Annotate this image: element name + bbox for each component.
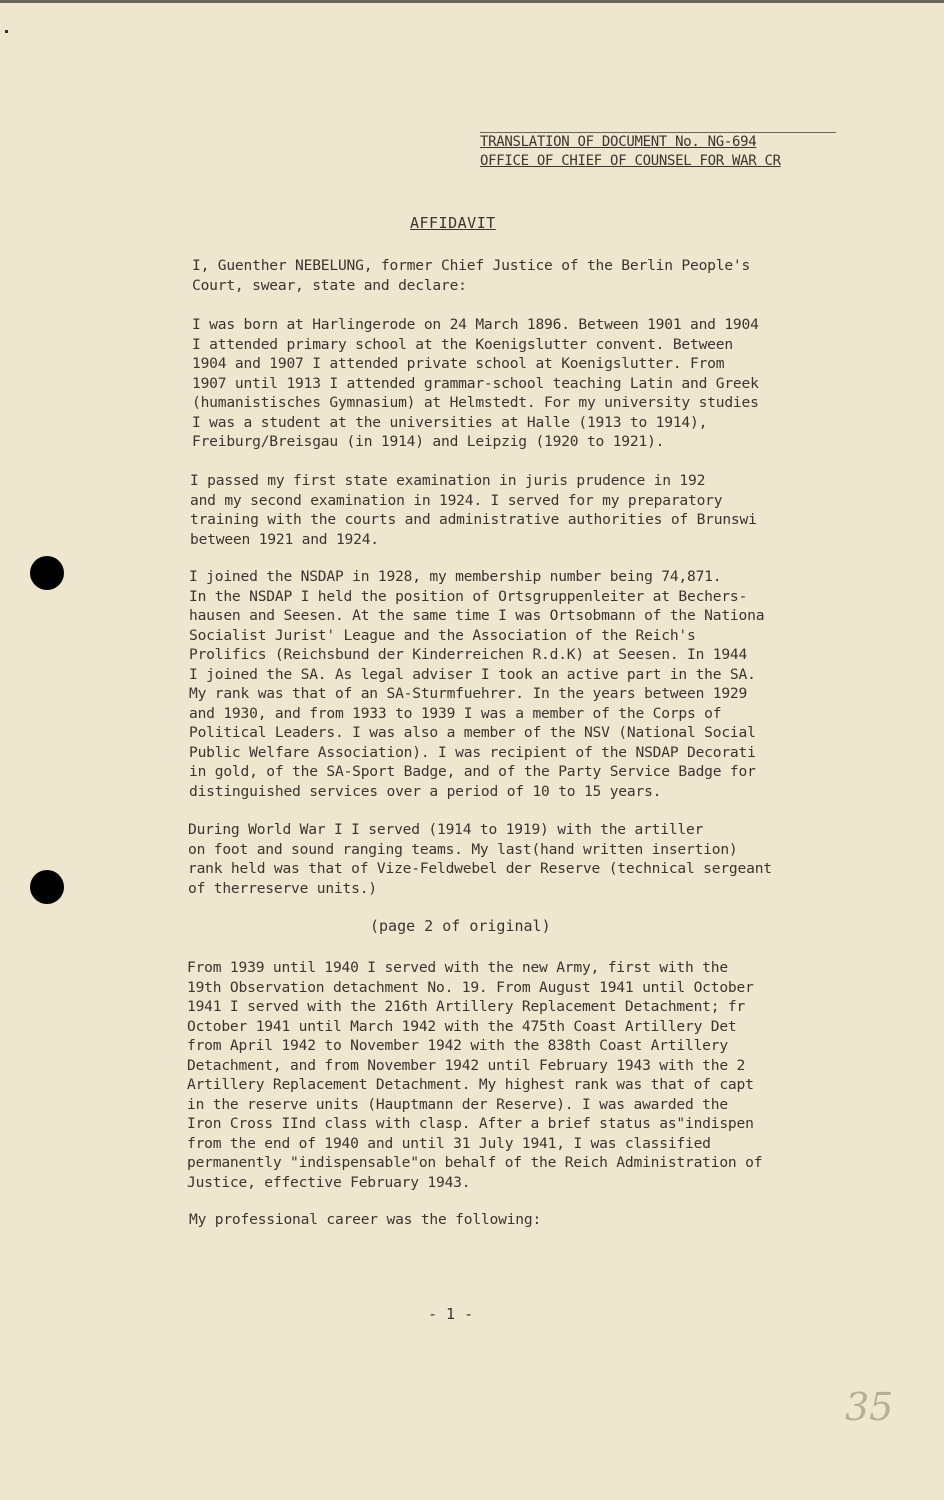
text-line: rank held was that of Vize-Feldwebel der Reserve (technical sergeant bbox=[188, 860, 772, 877]
text-line: Prolifics (Reichsbund der Kinderreichen R.d.K) at Seesen. In 1944 bbox=[189, 646, 748, 663]
text-line: I was a student at the universities at Halle (1913 to 1914), bbox=[192, 413, 708, 431]
document-header bbox=[480, 132, 836, 171]
text-line: 19th Observation detachment No. 19. From August 1941 until October bbox=[187, 978, 754, 996]
text-line: 1904 and 1907 I attended private school at Koenigslutter. From bbox=[192, 355, 725, 372]
punch-hole bbox=[30, 870, 64, 904]
text-line: from April 1942 to November 1942 with the 838th Coast Artillery bbox=[187, 1037, 728, 1054]
text-line: permanently "indispensable"on behalf of the Reich Administration of bbox=[187, 1154, 763, 1171]
text-line: I was born at Harlingerode on 24 March 1896. Between 1901 and 1904 bbox=[192, 316, 759, 333]
paragraph-career-intro bbox=[189, 1210, 541, 1230]
margin-mark bbox=[5, 30, 8, 33]
text-line: distinguished services over a period of 10 to 15 years. bbox=[189, 782, 662, 800]
text-line: My rank was that of an SA-Sturmfuehrer. In the years between 1929 bbox=[189, 685, 748, 702]
text-line: Iron Cross IInd class with clasp. After a brief status as"indispen bbox=[187, 1115, 754, 1132]
text-line: between 1921 and 1924. bbox=[190, 530, 379, 548]
text-line: I passed my first state examination in juris prudence in 192 bbox=[190, 472, 706, 489]
paragraph-examinations bbox=[190, 471, 757, 549]
text-line: Justice, effective February 1943. bbox=[187, 1173, 471, 1191]
text-line: and my second examination in 1924. I served for my preparatory bbox=[190, 491, 723, 509]
paragraph-world-war-one bbox=[188, 820, 772, 898]
text-line: 1941 I served with the 216th Artillery Replacement Detachment; fr bbox=[187, 998, 746, 1015]
text-line: hausen and Seesen. At the same time I was Ortsobmann of the Nationa bbox=[189, 607, 765, 624]
text-line: of therreserve units.) bbox=[188, 879, 377, 897]
text-line: During World War I I served (1914 to 1919) with the artiller bbox=[188, 821, 704, 838]
text-line: Artillery Replacement Detachment. My highest rank was that of capt bbox=[187, 1076, 754, 1093]
text-line: 1907 until 1913 I attended grammar-school teaching Latin and Greek bbox=[192, 374, 759, 392]
original-page-marker: (page 2 of original) bbox=[370, 917, 551, 935]
text-line: Socialist Jurist' League and the Association of the Reich's bbox=[189, 626, 696, 644]
text-line: in the reserve units (Hauptmann der Reserve). I was awarded the bbox=[187, 1095, 728, 1113]
text-line: Detachment, and from November 1942 until February 1943 with the 2 bbox=[187, 1056, 746, 1074]
text-line: Court, swear, state and declare: bbox=[192, 276, 467, 294]
header-line-1: TRANSLATION OF DOCUMENT No. NG-694 bbox=[480, 134, 757, 150]
text-line: October 1941 until March 1942 with the 475th Coast Artillery Det bbox=[187, 1017, 737, 1035]
header-line-2: OFFICE OF CHIEF OF COUNSEL FOR WAR CR bbox=[480, 153, 781, 169]
paragraph-education bbox=[192, 315, 759, 452]
paragraph-military-service bbox=[187, 958, 762, 1192]
text-line: I joined the NSDAP in 1928, my membership number being 74,871. bbox=[189, 568, 722, 585]
text-line: in gold, of the SA-Sport Badge, and of the Party Service Badge for bbox=[189, 763, 756, 780]
text-line: I joined the SA. As legal adviser I took an active part in the SA. bbox=[189, 665, 756, 683]
text-line: (humanistisches Gymnasium) at Helmstedt. For my university studies bbox=[192, 394, 759, 411]
paragraph-intro bbox=[192, 256, 750, 295]
top-edge-line bbox=[0, 0, 944, 3]
text-line: Freiburg/Breisgau (in 1914) and Leipzig (1920 to 1921). bbox=[192, 433, 665, 450]
text-line: From 1939 until 1940 I served with the new Army, first with the bbox=[187, 959, 728, 976]
text-line: Public Welfare Association). I was recipient of the NSDAP Decorati bbox=[189, 743, 756, 761]
pencil-page-number: 35 bbox=[845, 1385, 894, 1429]
text-line: I attended primary school at the Koenigslutter convent. Between bbox=[192, 335, 733, 353]
text-line: My professional career was the following: bbox=[189, 1211, 542, 1228]
punch-hole bbox=[30, 556, 64, 590]
text-line: I, Guenther NEBELUNG, former Chief Justice of the Berlin People's bbox=[192, 257, 751, 274]
text-line: training with the courts and administrative authorities of Brunswi bbox=[190, 511, 757, 528]
text-line: on foot and sound ranging teams. My last(hand written insertion) bbox=[188, 840, 738, 858]
text-line: from the end of 1940 and until 31 July 1941, I was classified bbox=[187, 1134, 711, 1152]
paragraph-party-membership bbox=[189, 567, 764, 801]
text-line: In the NSDAP I held the position of Ortsgruppenleiter at Bechers- bbox=[189, 587, 748, 605]
document-title: AFFIDAVIT bbox=[410, 214, 496, 232]
text-line: Political Leaders. I was also a member of the NSV (National Social bbox=[189, 724, 756, 741]
page-number: - 1 - bbox=[428, 1305, 474, 1323]
text-line: and 1930, and from 1933 to 1939 I was a member of the Corps of bbox=[189, 704, 722, 722]
